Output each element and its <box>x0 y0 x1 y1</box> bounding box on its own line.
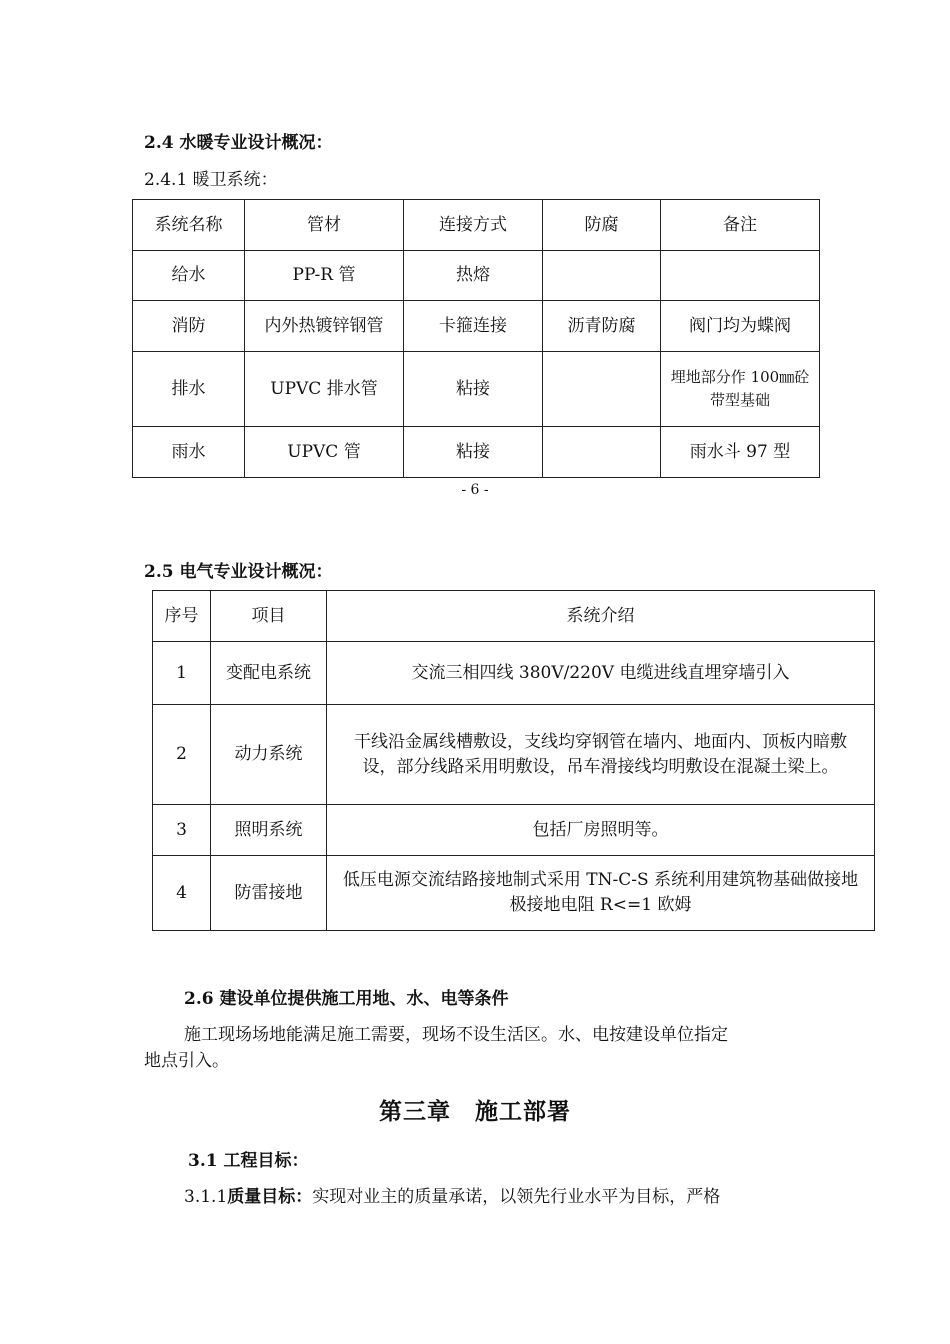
item-number: 3.1.1 <box>184 1187 228 1207</box>
table-cell: 消防 <box>133 301 245 352</box>
table-cell: 沥青防腐 <box>543 301 661 352</box>
chapter-title: 第三章 施工部署 <box>379 1098 571 1125</box>
table-cell: 交流三相四线 380V/220V 电缆进线直埋穿墙引入 <box>327 642 875 705</box>
table-cell: 变配电系统 <box>211 642 327 705</box>
table-cell <box>543 352 661 427</box>
table-header-row <box>153 591 875 642</box>
table-cell: 3 <box>153 805 211 856</box>
table-cell: 给水 <box>133 251 245 301</box>
table-cell: UPVC 排水管 <box>245 352 404 427</box>
table-cell: 雨水 <box>133 427 245 478</box>
section-2-6-heading: 2.6 建设单位提供施工用地、水、电等条件 <box>184 989 509 1009</box>
item-label: 质量目标： <box>227 1187 313 1207</box>
table-cell <box>543 427 661 478</box>
table-cell: 卡箍连接 <box>404 301 543 352</box>
column-header: 连接方式 <box>404 200 543 251</box>
column-header: 项目 <box>211 591 327 642</box>
table-row <box>153 705 875 805</box>
table-cell: 动力系统 <box>211 705 327 805</box>
section-2-4-1-heading: 2.4.1 暖卫系统： <box>144 170 278 190</box>
column-header: 系统介绍 <box>327 591 875 642</box>
item-3-1-1 <box>184 1182 720 1207</box>
table-cell: 包括厂房照明等。 <box>327 805 875 856</box>
table-cell: 内外热镀锌钢管 <box>245 301 404 352</box>
electrical-systems-table <box>152 590 875 931</box>
table-cell: 2 <box>153 705 211 805</box>
table-row <box>133 251 820 301</box>
table-row <box>153 856 875 931</box>
section-3-1-heading: 3.1 工程目标： <box>188 1151 309 1171</box>
table-header-row <box>133 200 820 251</box>
column-header: 防腐 <box>543 200 661 251</box>
table-row <box>153 642 875 705</box>
table-cell: 防雷接地 <box>211 856 327 931</box>
section-2-5-heading: 2.5 电气专业设计概况： <box>144 562 333 582</box>
table-cell: 阀门均为蝶阀 <box>661 301 820 352</box>
item-text: 实现对业主的质量承诺，以领先行业水平为目标，严格 <box>312 1187 721 1207</box>
table-row <box>133 352 820 427</box>
table-row <box>133 427 820 478</box>
table-cell: 热熔 <box>404 251 543 301</box>
column-header: 序号 <box>153 591 211 642</box>
table-cell: 埋地部分作 100㎜砼带型基础 <box>661 352 820 427</box>
table-cell: 4 <box>153 856 211 931</box>
table-cell: 干线沿金属线槽敷设，支线均穿钢管在墙内、地面内、顶板内暗敷设，部分线路采用明敷设，吊车滑接线均明敷设在混凝土梁上。 <box>327 705 875 805</box>
table-cell: 1 <box>153 642 211 705</box>
column-header: 系统名称 <box>133 200 245 251</box>
table-cell <box>661 251 820 301</box>
section-2-4-heading: 2.4 水暖专业设计概况： <box>144 133 333 153</box>
table-row <box>153 805 875 856</box>
paragraph-line: 地点引入。 <box>144 1051 229 1071</box>
table-cell <box>543 251 661 301</box>
table-cell: 排水 <box>133 352 245 427</box>
plumbing-systems-table <box>132 199 820 478</box>
column-header: 备注 <box>661 200 820 251</box>
column-header: 管材 <box>245 200 404 251</box>
table-row <box>133 301 820 352</box>
table-cell: 粘接 <box>404 427 543 478</box>
table-cell: 粘接 <box>404 352 543 427</box>
paragraph-line: 施工现场场地能满足施工需要，现场不设生活区。水、电按建设单位指定 <box>184 1025 728 1045</box>
table-cell: 雨水斗 97 型 <box>661 427 820 478</box>
page-number: - 6 - <box>461 482 489 498</box>
table-cell: PP-R 管 <box>245 251 404 301</box>
table-cell: UPVC 管 <box>245 427 404 478</box>
table-cell: 低压电源交流结路接地制式采用 TN-C-S 系统利用建筑物基础做接地极接地电阻 R<=1 欧姆 <box>327 856 875 931</box>
table-cell: 照明系统 <box>211 805 327 856</box>
